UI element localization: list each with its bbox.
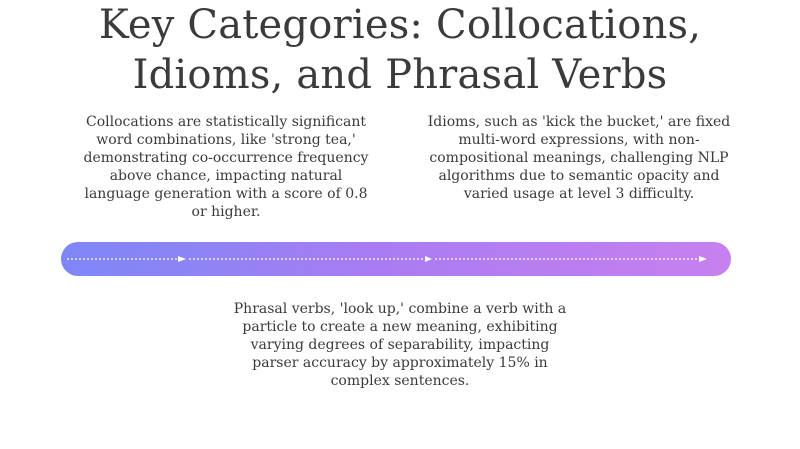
phrasal-verbs-description: Phrasal verbs, 'look up,' combine a verb with a particle to create a new meaning, exhibiting varying degrees of separability, impacting parser accuracy by approximately 15% in complex sentences. [233, 301, 567, 389]
timeline-track [61, 242, 731, 276]
page-title [0, 0, 800, 100]
timeline-graphic [61, 240, 731, 278]
idioms-description: Idioms, such as 'kick the bucket,' are fixed multi-word expressions, with non-compositional meanings, challenging NLP algorithms due to semantic opacity and varied usage at level 3 difficulty. [427, 114, 731, 202]
timeline-bar [61, 240, 731, 278]
page-title-line-2: Idioms, and Phrasal Verbs [132, 52, 668, 98]
collocations-description: Collocations are statistically significant word combinations, like 'strong tea,' demonstrating co-occurrence frequency above chance, impacting natural language generation with a score of 0.8 or higher. [83, 114, 369, 220]
page-title-line-1: Key Categories: Collocations, [98, 2, 702, 48]
